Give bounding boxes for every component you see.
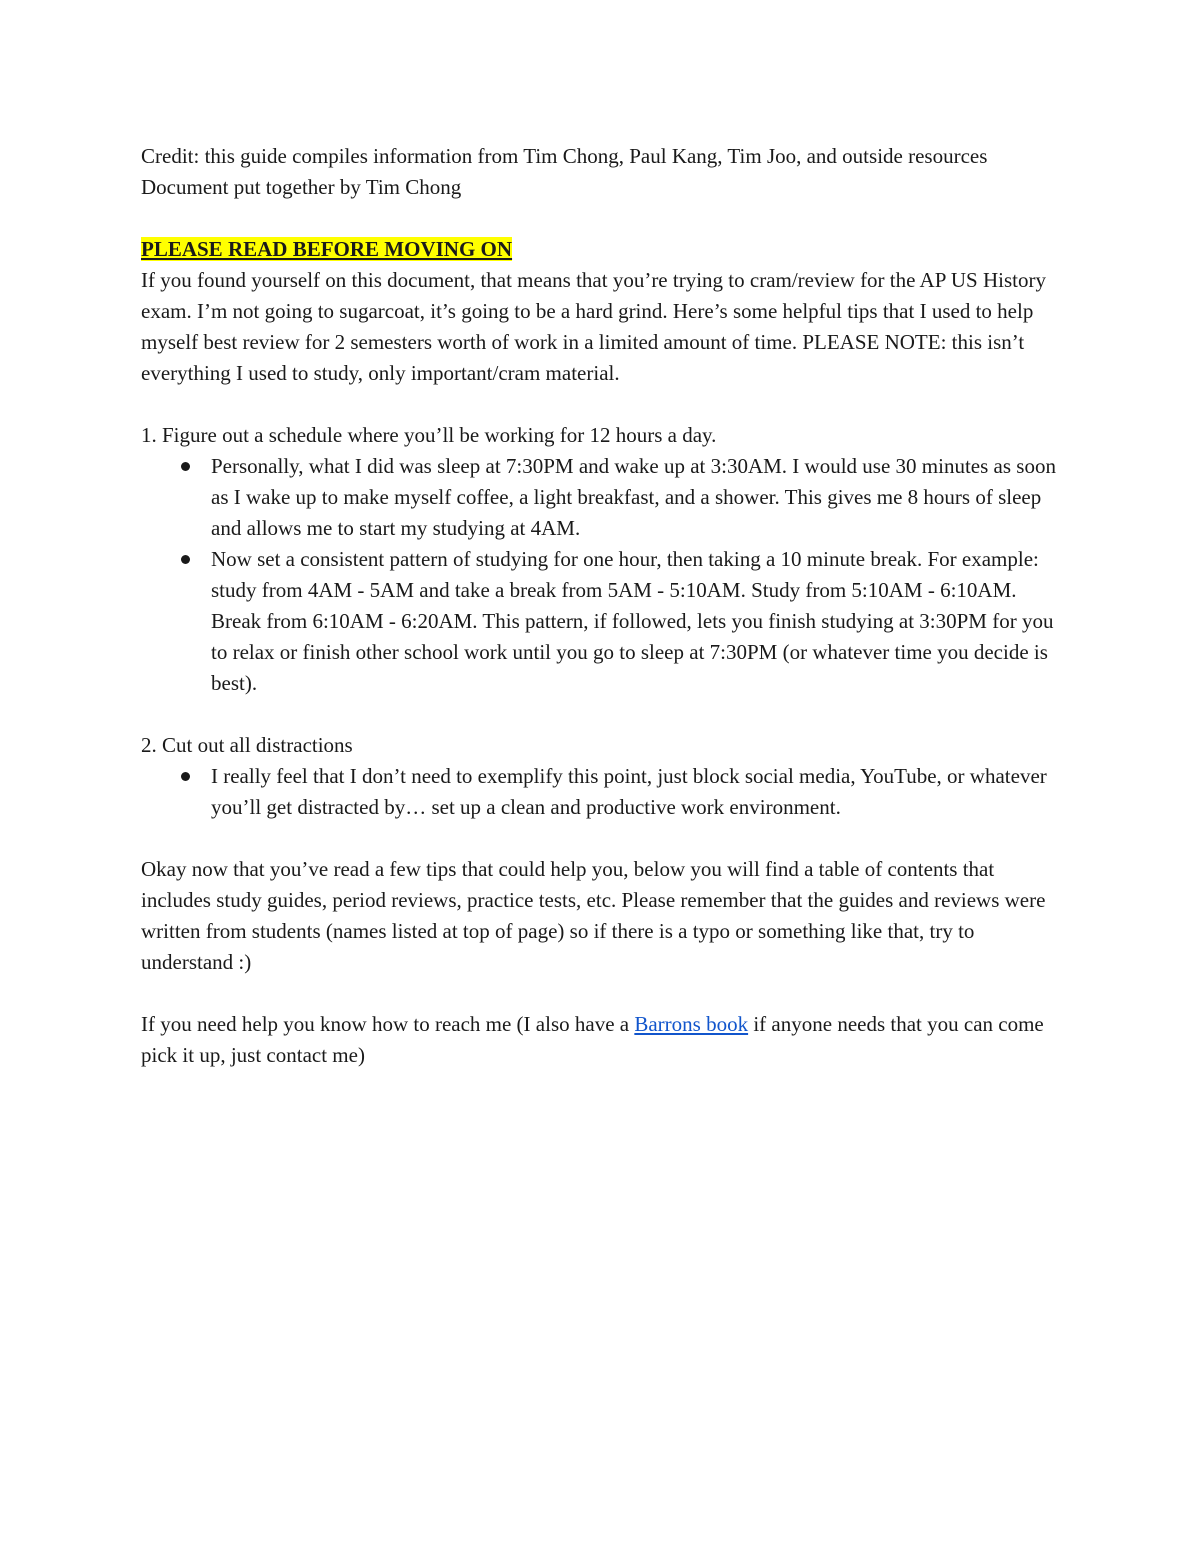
notice-heading: PLEASE READ BEFORE MOVING ON [141, 237, 513, 261]
tip-1-bullets [141, 451, 1066, 699]
barrons-book-link[interactable]: Barrons book [634, 1012, 749, 1036]
notice-heading-line [141, 234, 1066, 265]
spacer [141, 389, 1066, 420]
spacer [141, 978, 1066, 1009]
spacer [141, 699, 1066, 730]
closing-paragraph: Okay now that you’ve read a few tips that could help you, below you will find a table of contents that includes study guides, period reviews, practice tests, etc. Please remember that the guides and reviews were written from students (names listed at top of page) so if there is a typo or something like that, try to understand :) [141, 857, 1046, 974]
tip-2-bullet-1: I really feel that I don’t need to exemplify this point, just block social media, YouTube, or whatever you’ll get distracted by… set up a clean and productive work environment. [211, 761, 1066, 823]
author-line: Document put together by Tim Chong [141, 175, 462, 199]
tip-2-bullets [141, 761, 1066, 823]
tip-1-bullet-1: Personally, what I did was sleep at 7:30PM and wake up at 3:30AM. I would use 30 minutes as soon as I wake up to make myself coffee, a light breakfast, and a shower. This gives me 8 hours of sleep and allows me to start my studying at 4AM. [211, 451, 1066, 544]
contact-paragraph [141, 1009, 1066, 1071]
notice-body: If you found yourself on this document, that means that you’re trying to cram/review for the AP US History exam. I’m not going to sugarcoat, it’s going to be a hard grind. Here’s some helpful tips that I used to help myself best review for 2 semesters worth of work in a limited amount of time. PLEASE NOTE: this isn’t everything I used to study, only important/cram material. [141, 268, 1046, 385]
tip-1-bullet-2: Now set a consistent pattern of studying for one hour, then taking a 10 minute break. For example: study from 4AM - 5AM and take a break from 5AM - 5:10AM. Study from 5:10AM - 6:10AM. Break from 6:10AM - 6:20AM. This pattern, if followed, lets you finish studying at 3:30PM for you to relax or finish other school work until you go to sleep at 7:30PM (or whatever time you decide is best). [211, 544, 1066, 699]
tip-1-title: 1. Figure out a schedule where you’ll be working for 12 hours a day. [141, 423, 717, 447]
spacer [141, 203, 1066, 234]
document-page [141, 141, 1066, 1071]
contact-text-before: If you need help you know how to reach me (I also have a [141, 1012, 635, 1036]
tip-2-title: 2. Cut out all distractions [141, 733, 353, 757]
spacer [141, 823, 1066, 854]
contact-text-after: if anyone needs that you can come pick it up, just contact me) [141, 1012, 1044, 1067]
credit-line: Credit: this guide compiles information from Tim Chong, Paul Kang, Tim Joo, and outside resources [141, 144, 988, 168]
